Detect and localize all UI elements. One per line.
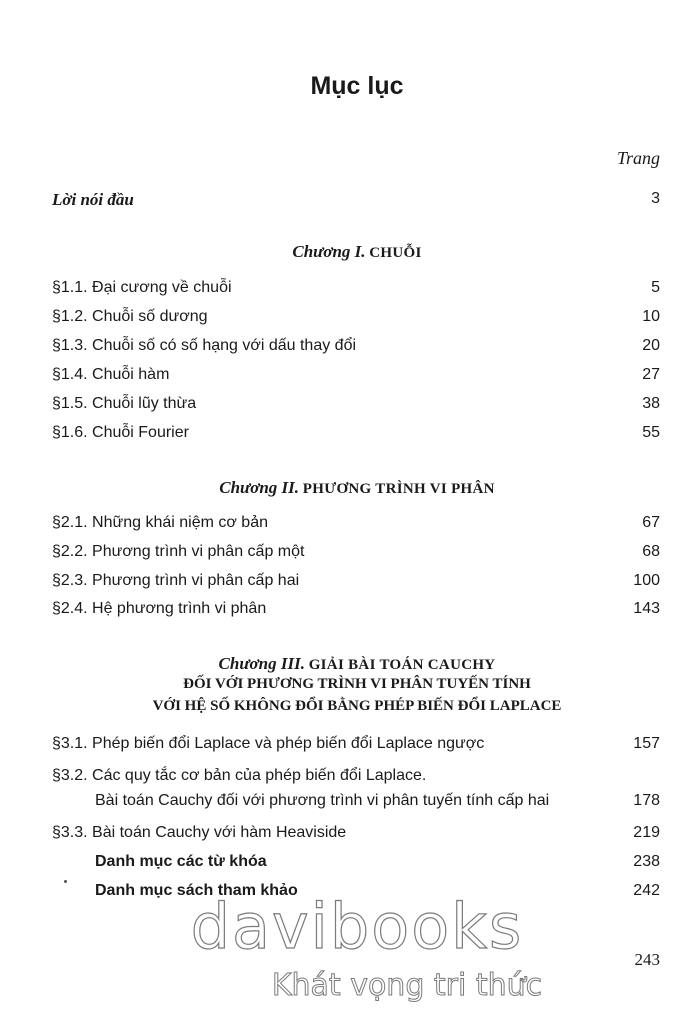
toc-entry	[0, 279, 700, 303]
toc-entry	[0, 543, 700, 567]
section-page: 20	[642, 337, 660, 354]
toc-entry	[0, 395, 700, 419]
chapter-2-prefix: Chương II.	[219, 478, 300, 497]
section-label: §2.3. Phương trình vi phân cấp hai	[52, 572, 300, 589]
watermark-logo: davibooks	[190, 890, 524, 963]
toc-entry	[0, 424, 700, 448]
section-page: 178	[633, 792, 660, 809]
section-label: §1.3. Chuỗi số có số hạng với dấu thay đổi	[52, 337, 357, 354]
section-page: 10	[642, 308, 660, 325]
section-page: 68	[642, 543, 660, 560]
chapter-3-title-line-3: VỚI HỆ SỐ KHÔNG ĐỔI BẰNG PHÉP BIẾN ĐỔI LAPLACE	[152, 698, 562, 714]
toc-entry	[0, 514, 700, 538]
watermark-tagline: Khát vọng tri thức	[271, 968, 543, 1003]
section-page: 38	[642, 395, 660, 412]
section-label: Bài toán Cauchy đối với phương trình vi phân tuyến tính cấp hai	[95, 792, 550, 809]
appendix-label: Danh mục sách tham khảo	[95, 882, 298, 899]
section-label: §1.6. Chuỗi Fourier	[52, 424, 189, 441]
toc-entry	[0, 366, 700, 390]
preface-page: 3	[651, 190, 660, 207]
chapter-2-heading	[0, 478, 700, 498]
toc-entry	[0, 572, 700, 596]
section-label: §3.1. Phép biến đổi Laplace và phép biến đổi Laplace ngược	[52, 735, 485, 752]
toc-entry	[0, 824, 700, 848]
section-page: 5	[651, 279, 660, 296]
section-label: §1.4. Chuỗi hàm	[52, 366, 170, 383]
trailing-page-number: 243	[634, 950, 660, 969]
section-label: §3.3. Bài toán Cauchy với hàm Heaviside	[52, 824, 347, 841]
section-page: 55	[642, 424, 660, 441]
section-label: §2.4. Hệ phương trình vi phân	[52, 600, 267, 617]
toc-entry	[0, 767, 700, 791]
chapter-3-heading	[0, 654, 700, 674]
appendix-page: 242	[633, 882, 660, 899]
section-label: §2.2. Phương trình vi phân cấp một	[52, 543, 305, 560]
section-page: 157	[633, 735, 660, 752]
section-page: 219	[633, 824, 660, 841]
section-page: 143	[633, 600, 660, 617]
page-title: Mục lục	[310, 72, 404, 100]
section-page: 27	[642, 366, 660, 383]
toc-entry	[0, 337, 700, 361]
section-label: §1.5. Chuỗi lũy thừa	[52, 395, 197, 412]
chapter-1-heading	[0, 242, 700, 262]
chapter-1-prefix: Chương I.	[292, 242, 366, 261]
toc-entry-continued	[0, 792, 700, 816]
preface-entry	[0, 190, 700, 214]
section-page: 67	[642, 514, 660, 531]
chapter-3-title-line-2: ĐỐI VỚI PHƯƠNG TRÌNH VI PHÂN TUYẾN TÍNH	[183, 676, 531, 692]
page-column-header: Trang	[616, 148, 660, 168]
section-label: §1.2. Chuỗi số dương	[52, 308, 208, 325]
section-label: §2.1. Những khái niệm cơ bản	[52, 514, 268, 531]
section-page: 100	[633, 572, 660, 589]
chapter-3-title-line-1: GIẢI BÀI TOÁN CAUCHY	[308, 657, 496, 673]
toc-entry	[0, 308, 700, 332]
chapter-1-title: CHUỖI	[369, 245, 422, 261]
chapter-2-title: PHƯƠNG TRÌNH VI PHÂN	[302, 481, 495, 497]
section-label: §3.2. Các quy tắc cơ bản của phép biến đổi Laplace.	[52, 767, 427, 784]
appendix-entry	[0, 853, 700, 877]
appendix-label: Danh mục các từ khóa	[95, 853, 267, 870]
toc-entry	[0, 600, 700, 624]
toc-entry	[0, 735, 700, 759]
section-label: §1.1. Đại cương về chuỗi	[52, 279, 232, 296]
preface-label: Lời nói đầu	[52, 190, 134, 209]
appendix-page: 238	[633, 853, 660, 870]
chapter-3-prefix: Chương III.	[218, 654, 305, 673]
stray-dot	[64, 880, 67, 883]
